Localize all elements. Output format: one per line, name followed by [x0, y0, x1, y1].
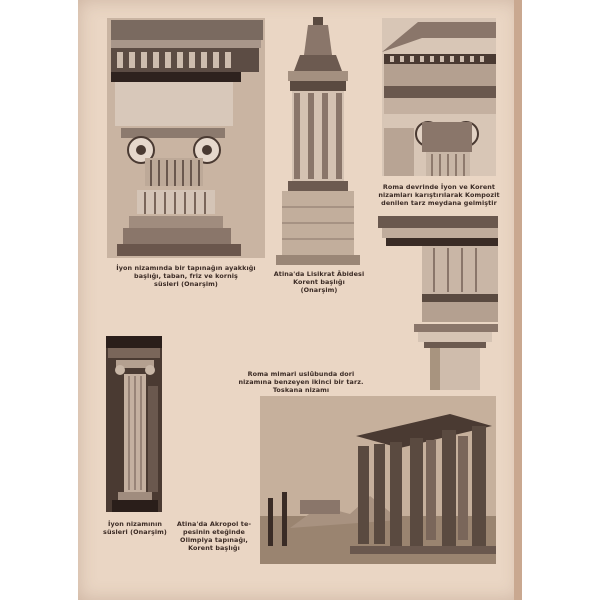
caption-ionic-column: İyon nizamının süsleri (Onarşim) [103, 520, 167, 536]
tuscan-order-illustration [378, 216, 498, 390]
caption-ionic-entablature: İyon nizamında bir tapınağın ayakkığı başlığı, taban, friz ve korniş süsleri (Onarşim) [116, 264, 256, 288]
lysicrates-monument-illustration [270, 15, 366, 267]
olympieion-drawing [260, 396, 496, 564]
lysicrates-drawing [270, 15, 366, 267]
ionic-entablature-illustration [107, 18, 265, 258]
caption-tuscan: Roma mimari uslûbunda dori nizamına benzeyen ikinci bir tarz. Toskana nizamı [238, 370, 364, 394]
page-edge [514, 0, 522, 600]
tuscan-drawing [378, 216, 498, 390]
ionic-column-drawing [106, 336, 162, 512]
olympieion-photo [260, 396, 496, 564]
composite-drawing [382, 18, 496, 176]
ionic-column-photo [106, 336, 162, 512]
ionic-entablature-drawing [107, 18, 265, 258]
caption-composite: Roma devrinde İyon ve Korent nizamları karıştırılarak Kompozit denilen tarz meydana gelmiştir [378, 183, 500, 207]
caption-olympieion: Atina'da Akropol te- pesinin eteğinde Olimpiya tapınağı, Korent başlığı [176, 520, 252, 552]
caption-lysicrates: Atina'da Lisikrat Âbidesi Korent başlığı (Onarşim) [273, 270, 365, 294]
composite-order-illustration [382, 18, 496, 176]
